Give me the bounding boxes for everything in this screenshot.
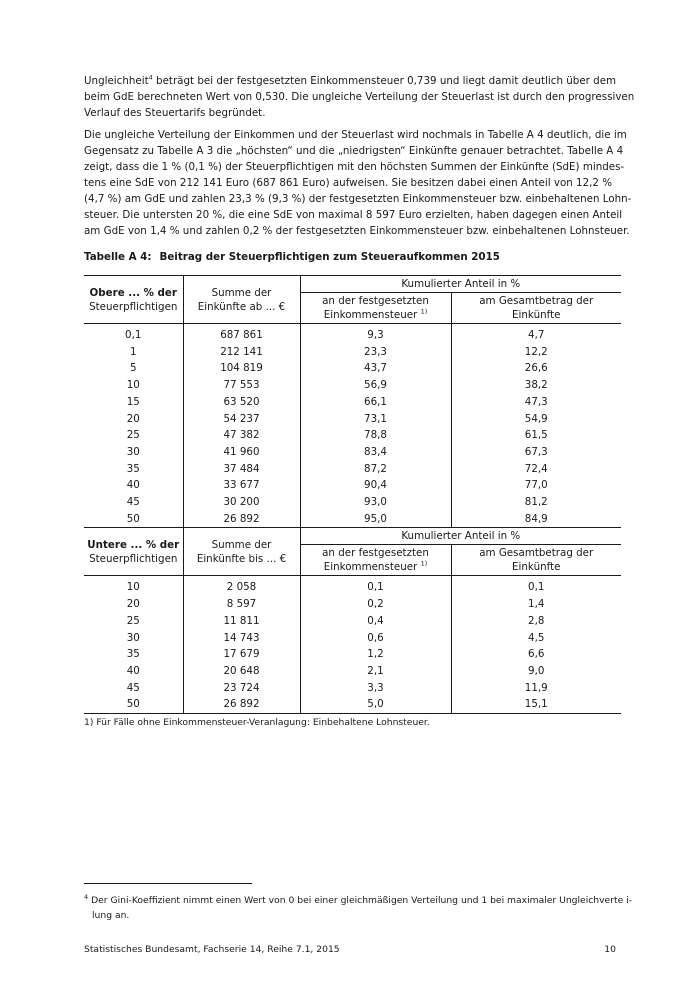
tax-share-cell: 5,0	[300, 696, 451, 713]
intro-line-1	[84, 73, 620, 89]
header-upper-percent	[84, 276, 183, 324]
lower-col2-line2: Einkünfte bis ... €	[196, 552, 287, 565]
tax-share-cell: 83,4	[300, 444, 451, 461]
percent-cell: 40	[84, 477, 183, 494]
gde-share-cell: 72,4	[524, 462, 548, 475]
upper-tax-line2: Einkommensteuer	[323, 309, 418, 321]
para2-line-4: tens eine SdE von 212 141 Euro (687 861 Euro) aufweisen. Sie besitzen dabei einen Anteil von 12,2 %	[84, 177, 613, 189]
lower-gde-line2: Einkünfte	[512, 561, 561, 574]
percent-cell: 50	[84, 696, 183, 713]
sum-cell: 2 058	[183, 576, 300, 596]
sum-cell: 17 679	[183, 646, 300, 663]
gde-share-cell: 0,1	[528, 581, 545, 594]
intro-line-2: beim GdE berechneten Wert von 0,530. Die ungleiche Verteilung der Steuerlast ist durch den progressiven	[84, 91, 635, 103]
tax-share-cell: 0,2	[300, 596, 451, 613]
table-row	[84, 477, 621, 494]
gde-share-cell: 12,2	[524, 345, 548, 358]
percent-cell: 20	[84, 411, 183, 428]
sum-cell: 33 677	[183, 477, 300, 494]
table-row	[84, 360, 621, 377]
table-row	[84, 461, 621, 478]
lower-tax-line1: an der festgesetzten	[322, 547, 429, 560]
sum-cell: 8 597	[183, 596, 300, 613]
sum-cell: 77 553	[183, 377, 300, 394]
lower-col1-line1: Untere ... % der	[87, 538, 180, 551]
table-row	[84, 646, 621, 663]
footer-source: Statistisches Bundesamt, Fachserie 14, Reihe 7.1, 2015	[84, 944, 340, 955]
gde-share-cell: 4,7	[528, 329, 545, 341]
tax-share-cell: 93,0	[300, 494, 451, 511]
table-row	[84, 511, 621, 528]
header-lower-sum	[183, 528, 300, 576]
lower-col1-line2: Steuerpflichtigen	[89, 552, 178, 565]
gde-share-cell: 67,3	[524, 445, 548, 458]
percent-cell: 25	[84, 427, 183, 444]
percent-cell: 40	[84, 663, 183, 680]
upper-col1-line2: Steuerpflichtigen	[89, 300, 178, 313]
header-lower-gde-share	[451, 545, 621, 576]
sum-cell: 63 520	[183, 394, 300, 411]
body-paragraph	[84, 127, 632, 239]
table-row	[84, 324, 621, 344]
gde-share-cell: 1,4	[528, 598, 545, 611]
header-lower-percent	[84, 528, 183, 576]
table-row	[84, 680, 621, 697]
percent-cell: 1	[84, 344, 183, 361]
table-label: Tabelle A 4:	[84, 251, 152, 263]
lower-tax-line2: Einkommensteuer	[323, 561, 418, 574]
upper-col2-line1: Summe der	[211, 286, 272, 299]
upper-tax-line1: an der festgesetzten	[322, 295, 429, 307]
tax-share-cell: 0,1	[300, 576, 451, 596]
footnote-divider	[84, 883, 252, 884]
percent-cell: 45	[84, 680, 183, 697]
tax-share-cell: 66,1	[300, 394, 451, 411]
gde-share-cell: 81,2	[524, 496, 548, 509]
gde-share-cell: 9,0	[528, 664, 545, 677]
header-upper-sum	[183, 276, 300, 324]
table-row	[84, 596, 621, 613]
tax-share-cell: 9,3	[300, 324, 451, 344]
sum-cell: 41 960	[183, 444, 300, 461]
tax-share-cell: 73,1	[300, 411, 451, 428]
table-row	[84, 696, 621, 713]
percent-cell: 35	[84, 461, 183, 478]
gde-share-cell: 54,9	[524, 412, 548, 425]
gde-share-cell: 6,6	[528, 648, 545, 661]
tax-share-cell: 78,8	[300, 427, 451, 444]
sum-cell: 687 861	[183, 324, 300, 344]
sum-cell: 14 743	[183, 630, 300, 647]
table-row	[84, 377, 621, 394]
gde-share-cell: 11,9	[524, 681, 548, 694]
percent-cell: 20	[84, 596, 183, 613]
gde-share-cell: 15,1	[451, 696, 621, 713]
gde-share-cell: 84,9	[451, 511, 621, 528]
tax-share-cell: 43,7	[300, 360, 451, 377]
sum-cell: 20 648	[183, 663, 300, 680]
sum-cell: 212 141	[183, 344, 300, 361]
header-lower-cumulative: Kumulierter Anteil in %	[300, 528, 621, 545]
percent-cell: 30	[84, 630, 183, 647]
gde-share-cell: 61,5	[524, 429, 548, 442]
intro-paragraph	[84, 73, 635, 121]
gde-share-cell: 77,0	[524, 479, 548, 492]
table-row	[84, 344, 621, 361]
table-row	[84, 663, 621, 680]
table-row	[84, 613, 621, 630]
page-footnote	[84, 892, 633, 923]
percent-cell: 0,1	[84, 324, 183, 344]
sum-cell: 37 484	[183, 461, 300, 478]
table-caption	[84, 251, 500, 263]
lower-table-body	[84, 576, 621, 714]
para2-line-2: Gegensatz zu Tabelle A 3 die „höchsten“ und die „niedrigsten“ Einkünfte genauer betrachtet. Tabelle A 4	[84, 145, 624, 157]
header-upper-gde-share	[451, 293, 621, 324]
sum-cell: 54 237	[183, 411, 300, 428]
lower-col2-line1: Summe der	[211, 538, 272, 551]
page-footnote-mark: 4	[84, 892, 89, 901]
sum-cell: 26 892	[183, 511, 300, 528]
tax-share-cell: 87,2	[300, 461, 451, 478]
percent-cell: 15	[84, 394, 183, 411]
table-row	[84, 394, 621, 411]
sum-cell: 23 724	[183, 680, 300, 697]
upper-table-body	[84, 324, 621, 528]
percent-cell: 35	[84, 646, 183, 663]
header-upper-tax-share	[300, 293, 451, 324]
sum-cell: 47 382	[183, 427, 300, 444]
gde-share-cell: 38,2	[524, 379, 548, 392]
table-row	[84, 427, 621, 444]
para2-line-5: (4,7 %) am GdE und zahlen 23,3 % (9,3 %) der festgesetzten Einkommensteuer bzw. einbehaltenen Lohn-	[84, 193, 632, 205]
table-footnote: 1) Für Fälle ohne Einkommensteuer-Veranlagung: Einbehaltene Lohnsteuer.	[84, 717, 430, 728]
upper-col2-line2: Einkünfte ab ... €	[197, 300, 286, 313]
sum-cell: 26 892	[183, 696, 300, 713]
para2-line-1: Die ungleiche Verteilung der Einkommen und der Steuerlast wird nochmals in Tabelle A 4 deutlich, die im	[84, 129, 627, 141]
percent-cell: 25	[84, 613, 183, 630]
upper-gde-line2: Einkünfte	[512, 309, 561, 321]
upper-tax-footnote-mark: 1)	[420, 307, 428, 316]
table-row	[84, 411, 621, 428]
header-upper-cumulative: Kumulierter Anteil in %	[300, 276, 621, 293]
header-lower-tax-share	[300, 545, 451, 576]
tax-share-cell: 23,3	[300, 344, 451, 361]
upper-gde-line1: am Gesamtbetrag der	[479, 295, 594, 307]
page-footnote-line2: lung an.	[92, 910, 130, 921]
tax-share-cell: 3,3	[300, 680, 451, 697]
intro-line-1-text: beträgt bei der festgesetzten Einkommensteuer 0,739 und liegt damit deutlich über dem	[156, 75, 617, 87]
lower-gde-line1: am Gesamtbetrag der	[479, 547, 594, 560]
percent-cell: 10	[84, 377, 183, 394]
table-row	[84, 576, 621, 596]
percent-cell: 30	[84, 444, 183, 461]
table-row	[84, 630, 621, 647]
page-number: 10	[604, 944, 616, 955]
percent-cell: 5	[84, 360, 183, 377]
tax-share-cell: 1,2	[300, 646, 451, 663]
percent-cell: 45	[84, 494, 183, 511]
footnote-ref-4[interactable]: 4	[148, 73, 153, 82]
para2-line-3: zeigt, dass die 1 % (0,1 %) der Steuerpflichtigen mit den höchsten Summen der Einkünfte (SdE) mindes-	[84, 161, 625, 173]
table-row	[84, 494, 621, 511]
intro-line-3: Verlauf des Steuertarifs begründet.	[84, 107, 266, 119]
table-row	[84, 444, 621, 461]
gde-share-cell: 26,6	[524, 362, 548, 375]
sum-cell: 104 819	[183, 360, 300, 377]
percent-cell: 50	[84, 511, 183, 528]
upper-col1-line1: Obere ... % der	[89, 286, 177, 299]
gde-share-cell: 4,5	[528, 631, 545, 644]
lower-tax-footnote-mark: 1)	[420, 560, 428, 569]
tax-share-cell: 56,9	[300, 377, 451, 394]
gde-share-cell: 47,3	[524, 395, 548, 408]
percent-cell: 10	[84, 576, 183, 596]
gde-share-cell: 2,8	[528, 614, 545, 627]
intro-lead-word: Ungleichheit	[84, 75, 149, 87]
tax-share-cell: 0,6	[300, 630, 451, 647]
tax-share-cell: 0,4	[300, 613, 451, 630]
table-title: Beitrag der Steuerpflichtigen zum Steueraufkommen 2015	[159, 251, 500, 263]
para2-line-6: steuer. Die untersten 20 %, die eine SdE von maximal 8 597 Euro erzielten, haben dagegen einen Anteil	[84, 209, 623, 221]
tax-share-cell: 90,4	[300, 477, 451, 494]
tax-share-cell: 95,0	[300, 511, 451, 528]
sum-cell: 30 200	[183, 494, 300, 511]
para2-line-7: am GdE von 1,4 % und zahlen 0,2 % der festgesetzten Einkommensteuer bzw. einbehaltenen Lohnsteuer.	[84, 225, 630, 237]
sum-cell: 11 811	[183, 613, 300, 630]
tax-share-cell: 2,1	[300, 663, 451, 680]
tax-contribution-table	[84, 275, 621, 714]
page-footnote-line1: Der Gini-Koeffizient nimmt einen Wert von 0 bei einer gleichmäßigen Verteilung und 1 bei maximaler Ungleichverte i-	[91, 895, 633, 906]
